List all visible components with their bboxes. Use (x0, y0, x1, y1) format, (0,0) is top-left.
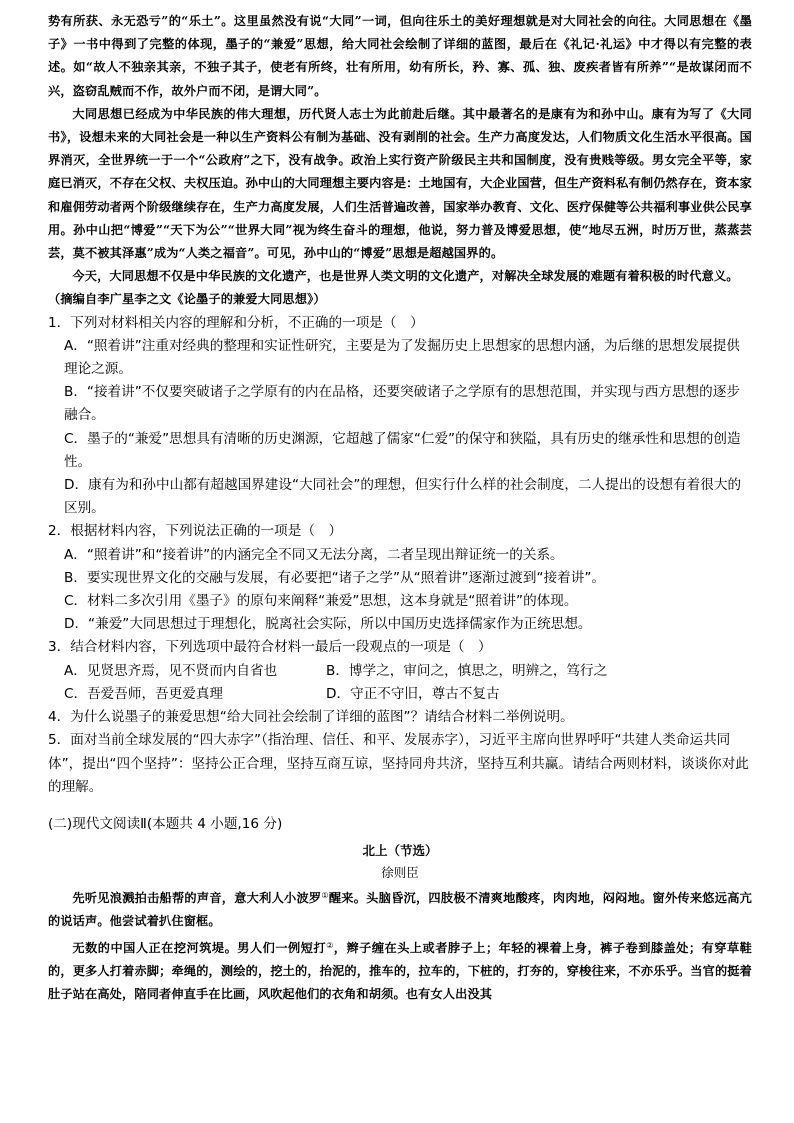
footnote-marker-1: ① (321, 891, 329, 901)
question-3-option-a: A．见贤思齐焉，见不贤而内自省也 (64, 662, 278, 679)
question-block (48, 312, 752, 799)
story-paragraph-1-text-a: 先听见浪溅拍击船帮的声音，意大利人小波罗 (72, 891, 322, 906)
question-3-stem: 3．结合材料内容，下列选项中最符合材料一最后一段观点的一项是（ ） (48, 639, 492, 656)
story-paragraph-2-text-b: ，辫子缠在头上或者脖子上；年轻的裸着上身，裤子卷到膝盖处；有穿草鞋的，更多人打着赤脚；牵绳的，测绘的，挖土的，抬泥的，推车的，拉车的，下桩的，打夯的，穿梭往来，不亦乐乎。当官的挺着肚子站在高处，陪同者伸直手在比画，风吹起他们的衣角和胡须。也有女人出没其 (48, 940, 753, 1001)
passage-paragraph-3: 今天，大同思想不仅是中华民族的文化遗产，也是世界人类文明的文化遗产，对解决全球发展的难题有着积极的时代意义。 (72, 269, 739, 284)
question-2-option-d: D．“兼爱”大同思想过于理想化，脱离社会实际，所以中国历史选择儒家作为正统思想。 (64, 616, 592, 633)
passage-paragraph-2: 大同思想已经成为中华民族的伟大理想，历代贤人志士为此前赴后继。其中最著名的是康有为和孙中山。康有为写了《大同书》，设想未来的大同社会是一种以生产资料公有制为基础、没有剥削的社会。生产力高度发达，人们物质文化生活水平很高。国界消灭，全世界统一于一个“公政府”之下，没有战争。政治上实行资产阶级民主共和国制度，没有贵贱等级。男女完全平等，家庭已消灭，不存在父权、夫权压迫。孙中山的大同理想主要内容是：土地国有，大企业国营，但生产资料私有制仍然存在，资本家和雇佣劳动者两个阶级继续存在，生产力高度发展，人们生活普遍改善，国家举办教育、文化、医疗保健等公共福利事业供公民享用。孙中山把“博爱”“天下为公”“世界大同”视为终生奋斗的理想，他说，努力普及博爱思想，使“地尽五洲，时历万世，蒸蒸芸芸，莫不被其泽惠”成为“人类之福音”。可见，孙中山的“博爱”思想是超越国界的。 (48, 106, 752, 261)
passage-paragraph-1: 势有所获、永无恐亏”的“乐土”。这里虽然没有说“大同”一词，但向往乐土的美好理想就是对大同社会的向往。大同思想在《墨子》一书中得到了完整的体现，墨子的“兼爱”思想，给大同社会绘制了详细的蓝图，最后在《礼记·礼运》中才得以有完整的表述。如“故人不独亲其亲，不独子其子，使老有所终，壮有所用，幼有所长，矜、寡、孤、独、废疾者皆有所养”“是故谋闭而不兴，盗窃乱贼而不作，故外户而不闭，是谓大同”。 (48, 14, 752, 98)
passage-source: （摘编自李广星李之文《论墨子的兼爱大同思想》） (48, 292, 326, 307)
question-1-option-a: A．“照着讲”注重对经典的整理和实证性研究，主要是为了发掘历史上思想家的思想内涵，为后继的思想发展提供理论之源。 (64, 337, 740, 378)
question-3-option-b: B．博学之，审问之，慎思之，明辨之，笃行之 (326, 662, 608, 679)
question-3-options-row-1 (64, 660, 752, 683)
section-2-author: 徐则臣 (381, 865, 419, 881)
question-1-option-b: B．“接着讲”不仅要突破诸子之学原有的内在品格，还要突破诸子之学原有的思想范围，并实现与西方思想的逐步融合。 (64, 384, 740, 424)
question-3-option-d: D．守正不守旧，尊古不复古 (326, 685, 500, 702)
section-2-heading: (二)现代文阅读Ⅱ(本题共 4 小题,16 分) (48, 815, 283, 832)
story-paragraph-2-text-a: 无数的中国人正在挖河筑堤。男人们一例短打 (72, 940, 327, 955)
story-excerpt (48, 884, 752, 1006)
question-2-option-c: C．材料二多次引用《墨子》的原句来阐释“兼爱”思想，这本身就是“照着讲”的体现。 (64, 593, 578, 610)
story-paragraph-2 (48, 934, 752, 1007)
question-3-options-row-2 (64, 683, 752, 706)
story-paragraph-1-text-b: 醒来。头脑昏沉，四肢极不清爽地酸疼，肉肉地，闷闷地。窗外传来悠远高亢的说话声。他尝试着扒住窗框。 (48, 891, 752, 929)
question-1-option-c: C．墨子的“兼爱”思想具有清晰的历史渊源，它超越了儒家“仁爱”的保守和狭隘，具有历史的继承性和思想的创造性。 (64, 430, 741, 470)
question-1-option-d: D．康有为和孙中山都有超越国界建设“大同社会”的理想，但实行什么样的社会制度，二人提出的设想有着很大的区别。 (64, 477, 742, 517)
question-4: 4．为什么说墨子的兼爱思想“给大同社会绘制了详细的蓝图”？请结合材料二举例说明。 (48, 709, 574, 726)
question-3-option-c: C．吾爱吾师，吾更爱真理 (64, 685, 224, 702)
question-1-stem: 1．下列对材料相关内容的理解和分析，不正确的一项是（ ） (48, 314, 424, 331)
footnote-marker-2: ② (326, 940, 334, 950)
question-2-option-a: A．“照着讲”和“接着讲”的内涵完全不同又无法分离，二者呈现出辩证统一的关系。 (64, 546, 564, 563)
section-2-title: 北上（节选） (362, 843, 438, 859)
question-5: 5．面对当前全球发展的“四大赤字”（指治理、信任、和平、发展赤字），习近平主席向世界呼吁“共建人类命运共同体”，提出“四个坚持”：坚持公正合理，坚持互商互谅，坚持同舟共济，坚持互利共赢。请结合两则材料，谈谈你对此的理解。 (48, 732, 749, 795)
story-paragraph-1 (48, 884, 752, 933)
passage-material-2 (48, 10, 752, 312)
question-2-stem: 2．根据材料内容，下列说法正确的一项是（ ） (48, 523, 343, 540)
document-page (48, 10, 752, 1006)
question-2-option-b: B．要实现世界文化的交融与发展，有必要把“诸子之学”从“照着讲”逐渐过渡到“接着讲”。 (64, 569, 605, 586)
